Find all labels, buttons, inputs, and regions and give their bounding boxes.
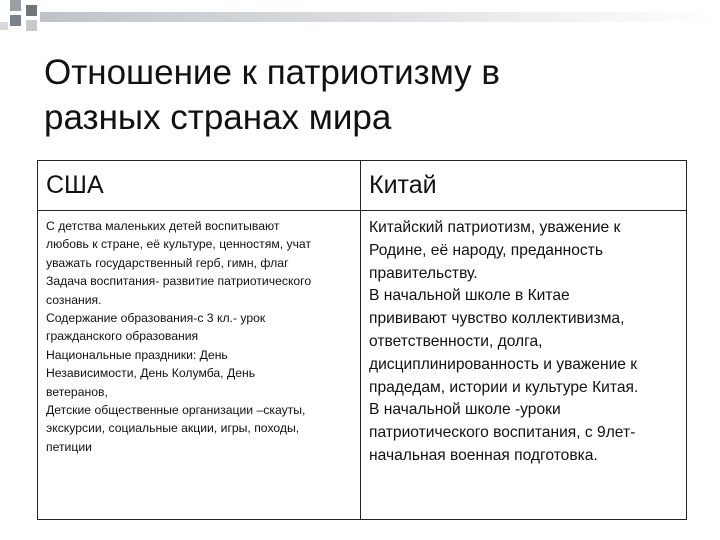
header-usa: США [38,161,361,211]
china-text-line: прививают чувство коллективизма, [369,310,625,328]
usa-text-line: гражданского образования [46,329,199,344]
usa-text-line: петиции [46,439,92,454]
china-text-line: патриотического воспитания, с 9лет- [369,424,636,442]
table-header-row [38,161,687,211]
slide-title-line-1: Отношение к патриотизму в [44,53,500,92]
china-text-line: правительству. [369,264,478,282]
china-text-line: Родине, её народу, преданность [369,241,603,259]
slide-title-line-2: разных странах мира [44,98,392,137]
usa-text-line: любовь к стране, её культуре, ценностям, учат [46,237,312,252]
decorative-square [0,22,8,30]
china-text-line: В начальной школе -уроки [369,401,561,419]
usa-text-line: Содержание образования-с 3 кл.- урок [46,311,266,326]
china-text-line: прадедам, истории и культуре Китая. [369,378,639,396]
decorative-square [26,5,37,16]
slide-title [44,50,684,140]
usa-cell [38,211,361,520]
china-text-line: В начальной школе в Китае [369,287,570,305]
header-china: Китай [361,161,687,211]
usa-text-line: уважать государственный герб, гимн, флаг [46,255,289,270]
decorative-gradient-line [40,12,720,22]
table-body-row [38,211,687,520]
decorative-square [10,15,21,26]
china-text-line: начальная военная подготовка. [369,446,598,464]
decorative-square [10,0,21,11]
china-cell [361,211,687,520]
usa-text-line: Независимости, День Колумба, День [46,366,256,381]
usa-text-line: Детские общественные организации –скауты, [46,403,306,418]
china-text-line: дисциплинированность и уважение к [369,355,638,373]
usa-text-line: С детства маленьких детей воспитывают [46,219,280,233]
usa-text-line: Задача воспитания- развитие патриотического [46,274,312,289]
decorative-header-bar [0,0,720,34]
usa-text-line: Национальные праздники: День [46,347,228,362]
usa-text-line: ветеранов, [46,384,108,399]
usa-text-line: экскурсии, социальные акции, игры, походы, [46,421,300,436]
china-text-line: Китайский патриотизм, уважение к [369,219,621,236]
comparison-table [37,160,687,520]
decorative-square [26,20,37,31]
usa-text-line: сознания. [46,292,102,307]
china-text-line: ответственности, долга, [369,332,543,350]
